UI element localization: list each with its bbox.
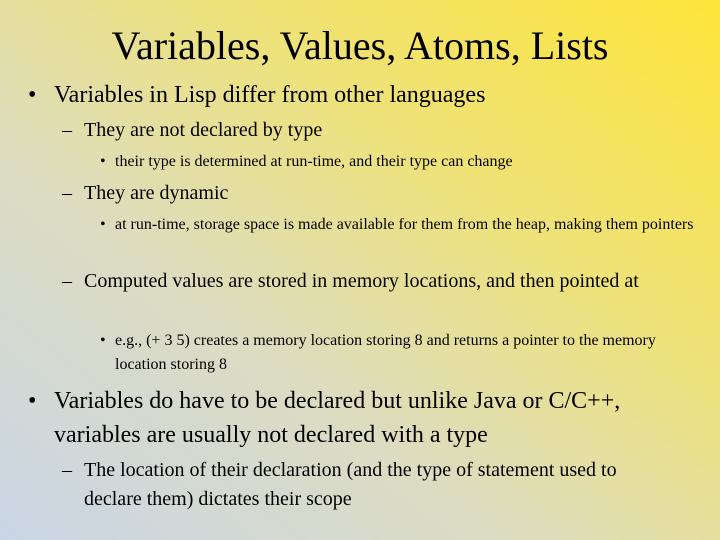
- bullet-text: e.g., (+ 3 5) creates a memory location storing 8 and returns a pointer to the memory location storing 8: [115, 332, 656, 373]
- bullet-level2-item: [62, 116, 659, 145]
- dash-marker: –: [62, 119, 72, 141]
- bullet-text: They are dynamic: [84, 182, 229, 204]
- slide-title: Variables, Values, Atoms, Lists: [111, 23, 609, 68]
- bullet-level3-item: [100, 150, 705, 174]
- bullet-level3-item: [100, 329, 705, 377]
- bullet-text: Variables in Lisp differ from other languages: [54, 82, 486, 108]
- bullet-level2-item: [62, 179, 659, 208]
- dash-marker: –: [62, 459, 72, 481]
- bullet-text: at run-time, storage space is made available for them from the heap, making them pointers: [115, 216, 694, 233]
- bullet-text: Variables do have to be declared but unlike Java or C/C++, variables are usually not declared with a type: [54, 388, 621, 448]
- bullet-level2-item: [62, 267, 659, 296]
- bullet-marker: •: [100, 153, 106, 170]
- bullet-text: They are not declared by type: [84, 119, 323, 141]
- dash-marker: –: [62, 270, 72, 292]
- bullet-marker: •: [100, 216, 106, 233]
- bullet-level1-item: [28, 78, 674, 112]
- bullet-marker: •: [28, 388, 37, 414]
- bullet-marker: •: [28, 82, 37, 108]
- bullet-text: their type is determined at run-time, and their type can change: [115, 153, 513, 170]
- bullet-text: The location of their declaration (and the type of statement used to declare them) dictates their scope: [84, 459, 617, 510]
- dash-marker: –: [62, 182, 72, 204]
- bullet-level2-item: [62, 456, 659, 514]
- bullet-level1-item: [28, 384, 674, 452]
- bullet-level3-item: [100, 213, 705, 237]
- bullet-marker: •: [100, 332, 106, 349]
- bullet-text: Computed values are stored in memory locations, and then pointed at: [84, 270, 639, 292]
